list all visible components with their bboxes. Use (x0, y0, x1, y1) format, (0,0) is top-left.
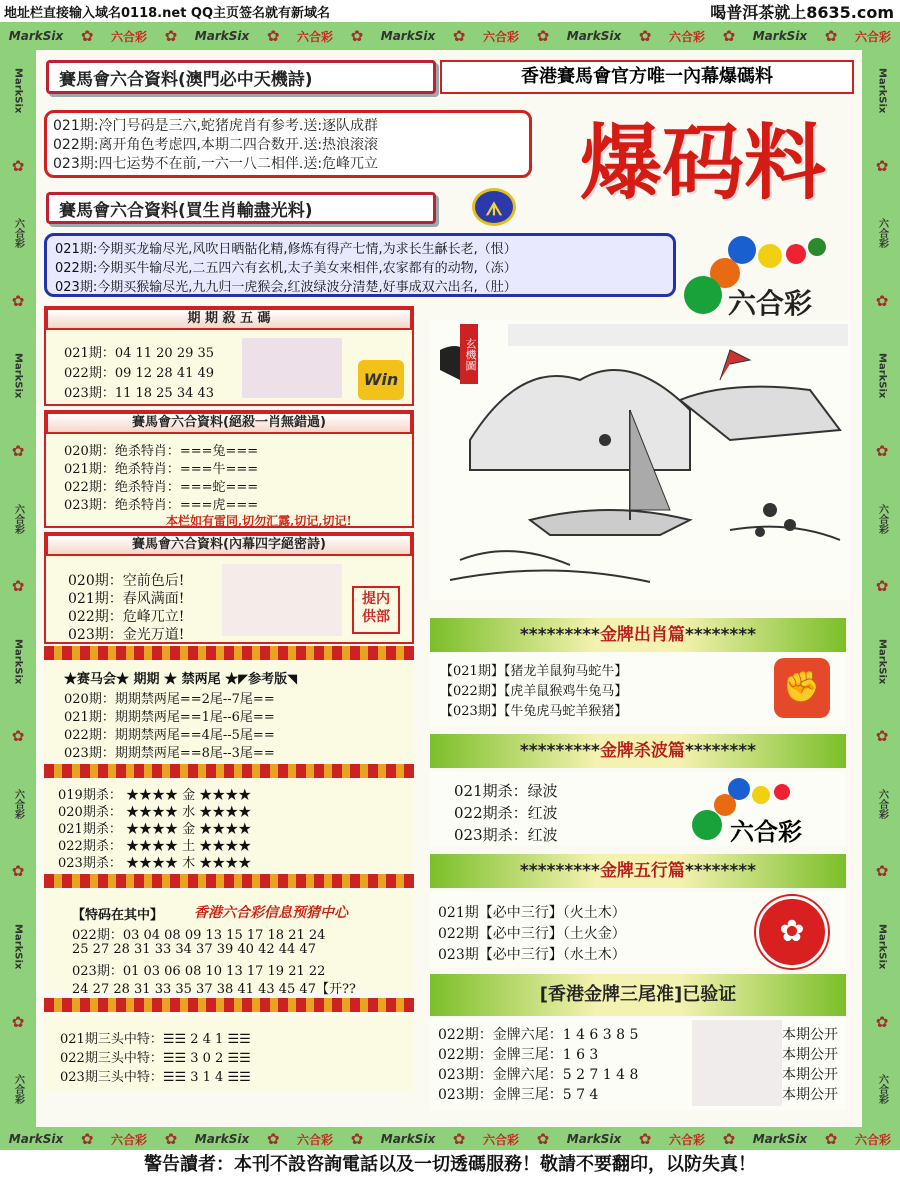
list-item: 【021期】【猪龙羊鼠狗马蛇牛】 (440, 664, 628, 679)
title-macau-poem: 賽馬會六合資料(澳門必中天機詩) (46, 60, 436, 94)
marksix-logo: MarkSix (752, 29, 808, 43)
four-words-panel (44, 532, 414, 644)
flower-icon: ✿ (638, 27, 652, 45)
marksix-logo: MarkSix (8, 1132, 64, 1146)
side-strip-left (3, 46, 33, 1126)
status-text: 本期公开 (782, 1067, 838, 1083)
green-big-ball-icon (692, 810, 722, 840)
marksix-logo: MarkSix (380, 29, 436, 43)
flower-icon: ✿ (11, 442, 25, 460)
title-zodiac-loss: 賽馬會六合資料(買生肖輸盡光料) (46, 192, 436, 224)
list-item: 023期:四七运势不在前,一六一八二相伴.送:危峰兀立 (53, 156, 379, 172)
lhc-logo: 六合彩 (12, 1074, 24, 1105)
warning-text: 本栏如有雷同,切勿汇露,切记,切记! (166, 514, 352, 528)
list-item: 020期：期期禁两尾==2尾--7尾== (64, 692, 275, 707)
marksix-logo: MarkSix (876, 923, 888, 970)
official-slogan: 香港賽馬會官方唯一內幕爆碼料 (440, 60, 854, 94)
yellow-ball-icon (752, 786, 770, 804)
flower-icon: ✿ (875, 862, 889, 881)
red-ball-icon (786, 244, 806, 264)
flower-icon: ✿ (722, 1130, 736, 1148)
list-item: 023期【必中三行】（水土木） (438, 947, 626, 963)
zodiac-list (44, 233, 676, 297)
flower-icon: ✿ (350, 27, 364, 45)
gold-wave-panel (430, 772, 846, 846)
list-item: 023期：金光万道! (68, 627, 185, 643)
list-item: 023期：金牌六尾：5 2 7 1 4 8 (438, 1067, 639, 1083)
flower-icon: ✿ (824, 27, 838, 45)
flower-icon: ✿ (875, 727, 889, 746)
flower-icon: ✿ (452, 27, 466, 45)
list-item: 021期杀：绿波 (454, 782, 558, 800)
list-item: 022期杀： ★★★★ 土 ★★★★ (58, 839, 252, 854)
list-item: 022期:离开角色考虑四,本期二四合数开.送:热浪滚滚 (53, 137, 379, 153)
list-item: 023期：11 18 25 34 43 (64, 386, 215, 401)
big-title: 爆码料 (579, 115, 826, 211)
lhc-logo: 六合彩 (668, 1132, 705, 1147)
list-item: 022期：金牌六尾：1 4 6 3 8 5 (438, 1027, 639, 1043)
poem-list (44, 110, 532, 178)
list-item: 022期：绝杀特肖：===蛇=== (64, 480, 259, 495)
list-item: 25 27 28 31 33 34 37 39 40 42 44 47 (72, 942, 316, 957)
flower-icon: ✿ (164, 1130, 178, 1148)
list-item: 022期:今期买牛输尽光,二五四六有玄机,太子美女来相伴,农家都有的动物,（冻） (55, 261, 517, 276)
marksix-logo: MarkSix (194, 29, 250, 43)
flower-icon: ✿ (875, 156, 889, 175)
marksix-logo: MarkSix (876, 353, 888, 399)
internal-stamp: 提内供部 (352, 586, 400, 634)
marksix-logo: MarkSix (876, 638, 888, 684)
status-text: 本期公开 (782, 1047, 838, 1063)
top-notice-bar (0, 0, 900, 22)
section-header: 賽馬會六合資料(絕殺一肖無錯過) (46, 412, 412, 434)
gold-elements-panel (430, 892, 846, 968)
section-header: *********金牌出肖篇******** (430, 618, 846, 652)
gold-tails-head: [香港金牌三尾准]已验证 (430, 974, 846, 1016)
marksix-logo: MarkSix (194, 1132, 250, 1146)
list-item: 021期：春风满面! (68, 591, 185, 607)
status-text: 本期公开 (782, 1027, 838, 1043)
list-item: 021期:今期买龙输尽光,风吹日晒骷化精,修炼有得产七情,为求长生龢长老,（恨） (55, 242, 517, 257)
list-item: 021期杀： ★★★★ 金 ★★★★ (58, 822, 252, 837)
gold-wave-head (430, 734, 846, 768)
flower-icon: ✿ (875, 291, 889, 310)
flower-icon: ✿ (452, 1130, 466, 1148)
bauhinia-emblem-icon: ✿ (756, 896, 828, 968)
section-header: ★赛马会★ 期期 ★ 禁两尾 ★◤参考版◥ (64, 672, 298, 687)
status-text: 本期公开 (782, 1087, 838, 1103)
lhc-logo: 六合彩 (12, 503, 24, 534)
section-header: *********金牌杀波篇******** (430, 734, 846, 768)
domain-notice: 地址栏直接输入域名0118.net QQ主页签名就有新域名 (4, 6, 331, 21)
decor-band (44, 998, 414, 1012)
marksix-logo: MarkSix (876, 67, 888, 114)
list-item: 023期:今期买猴输尽光,九九归一虎猴会,红波绿波分清楚,好事成双六出名,（肚） (55, 280, 517, 295)
gold-elements-head (430, 854, 846, 888)
flower-icon: ✿ (638, 1130, 652, 1148)
kill-zodiac-panel (44, 410, 414, 528)
list-item: 021期：绝杀特肖：===牛=== (64, 462, 259, 477)
lhc-logo: 六合彩 (876, 218, 888, 249)
marksix-logo: MarkSix (566, 29, 622, 43)
marksix-logo: MarkSix (380, 1132, 436, 1146)
warning-footer: 警告讀者：本刊不設咨詢電話以及一切透碼服務！敬請不要翻印，以防失真！ (0, 1150, 900, 1187)
list-item: 020期：空前色后! (68, 573, 185, 589)
list-item: 022期杀：红波 (454, 804, 558, 822)
section-header: 賽馬會六合資料(內幕四字絕密詩) (46, 534, 412, 556)
marksix-logo: MarkSix (12, 638, 24, 684)
marksix-logo: MarkSix (8, 29, 64, 43)
tails-panel (44, 662, 414, 762)
flower-icon: ✿ (266, 1130, 280, 1148)
flower-icon: ✿ (11, 291, 25, 310)
decor-band (44, 874, 414, 888)
list-item: 24 27 28 31 33 35 37 38 41 43 45 47【开?? (72, 982, 356, 997)
prediction-center: 香港六合彩信息预猜中心 (194, 905, 348, 921)
list-item: 021期：期期禁两尾==1尾--6尾== (64, 710, 275, 725)
list-item: 022期：金牌三尾：1 6 3 (438, 1047, 599, 1063)
section-header: *********金牌五行篇******** (430, 854, 846, 888)
tea-ad: 喝普洱茶就上8635.com (710, 3, 894, 22)
flower-icon: ✿ (824, 1130, 838, 1148)
green-big-ball-icon (684, 276, 722, 314)
list-item: 021期：04 11 20 29 35 (64, 346, 215, 361)
gold-zodiac-head (430, 618, 846, 652)
list-item: 023期杀： ★★★★ 木 ★★★★ (58, 856, 252, 871)
list-item: 021期三头中特：☰☰ 2 4 1 ☰☰ (60, 1032, 251, 1047)
flower-icon: ✿ (875, 442, 889, 460)
list-item: 019期杀： ★★★★ 金 ★★★★ (58, 788, 252, 803)
marksix-logo: MarkSix (12, 67, 24, 114)
flower-icon: ✿ (11, 156, 25, 175)
list-item: 022期：危峰兀立! (68, 609, 185, 625)
special-label: 【特码在其中】 (72, 908, 164, 923)
decor-band (44, 646, 414, 660)
list-item: 022期：09 12 28 41 49 (64, 366, 215, 381)
list-item: 023期：金牌三尾：5 7 4 (438, 1087, 599, 1103)
flower-icon: ✿ (164, 27, 178, 45)
list-item: 022期：期期禁两尾==4尾--5尾== (64, 728, 275, 743)
list-item: 021期:冷门号码是三六,蛇猪虎肖有参考.送:逐队成群 (53, 118, 379, 134)
three-heads-panel (44, 1016, 414, 1092)
list-item: 022期：03 04 08 09 13 15 17 18 21 24 (72, 928, 326, 943)
flower-icon: ✿ (80, 27, 94, 45)
lhc-brand-text: 六合彩 (730, 817, 802, 846)
list-item: 【023期】【牛兔虎马蛇羊猴猪】 (440, 704, 628, 719)
lhc-logo: 六合彩 (854, 1132, 891, 1147)
fist-icon: ✊ (774, 658, 830, 718)
lhc-logo: 六合彩 (876, 1074, 888, 1105)
list-item: 021期【必中三行】（火土木） (438, 905, 626, 921)
lhc-logo: 六合彩 (876, 788, 888, 819)
blur-patch (242, 338, 342, 398)
brand-strip-bottom (0, 1127, 900, 1151)
marksix-logo: MarkSix (12, 923, 24, 970)
brand-strip-top (0, 24, 900, 48)
decor-band (44, 764, 414, 778)
lhc-logo: 六合彩 (296, 29, 333, 44)
flower-icon: ✿ (266, 27, 280, 45)
list-item: 020期杀： ★★★★ 水 ★★★★ (58, 805, 252, 820)
lhc-logo: 六合彩 (482, 29, 519, 44)
landscape-drawing (430, 320, 850, 600)
flower-icon: ✿ (536, 27, 550, 45)
stars-panel (44, 780, 414, 872)
blur-patch (222, 564, 342, 636)
flower-icon: ✿ (350, 1130, 364, 1148)
flower-icon: ✿ (11, 862, 25, 881)
lhc-logo: 六合彩 (12, 788, 24, 819)
gold-tails-panel (430, 1018, 846, 1110)
list-item: 020期：绝杀特肖：===兔=== (64, 444, 259, 459)
lhc-logo: 六合彩 (111, 1132, 148, 1147)
flower-icon: ✿ (11, 1012, 25, 1031)
hkjc-logo-icon: ᗑ (472, 188, 516, 226)
list-item: 023期杀：红波 (454, 826, 558, 844)
flower-icon: ✿ (11, 727, 25, 746)
gold-zodiac-panel (430, 652, 846, 726)
lhc-logo: 六合彩 (111, 29, 148, 44)
flower-icon: ✿ (875, 577, 889, 595)
list-item: 023期：01 03 06 08 10 13 17 19 21 22 (72, 964, 326, 979)
flower-icon: ✿ (875, 1012, 889, 1031)
kill-five-panel (44, 306, 414, 406)
lhc-logo: 六合彩 (854, 29, 891, 44)
flower-icon: ✿ (722, 27, 736, 45)
lhc-logo: 六合彩 (12, 218, 24, 249)
lhc-logo: 六合彩 (482, 1132, 519, 1147)
red-ball-icon (774, 784, 790, 800)
flower-icon: ✿ (536, 1130, 550, 1148)
tag-icon: 玄機圖 (460, 324, 478, 384)
lhc-brand-text: 六合彩 (728, 287, 813, 320)
lhc-logo: 六合彩 (668, 29, 705, 44)
flower-icon: ✿ (11, 577, 25, 595)
list-item: 022期三头中特：☰☰ 3 0 2 ☰☰ (60, 1051, 251, 1066)
lhc-logo: 六合彩 (296, 1132, 333, 1147)
blur-patch (692, 1020, 782, 1106)
win-badge: Win (358, 360, 404, 400)
side-strip-right (867, 46, 897, 1126)
flower-icon: ✿ (80, 1130, 94, 1148)
yellow-ball-icon (758, 244, 782, 268)
section-header: 期 期 殺 五 碼 (46, 308, 412, 330)
list-item: 【022期】【虎羊鼠猴鸡牛兔马】 (440, 684, 628, 699)
boat-illustration (430, 320, 850, 600)
marksix-logo: MarkSix (12, 353, 24, 399)
lhc-logo: 六合彩 (876, 503, 888, 534)
list-item: 023期：期期禁两尾==8尾--3尾== (64, 746, 275, 761)
marksix-logo: MarkSix (752, 1132, 808, 1146)
green-ball-icon (808, 238, 826, 256)
list-item: 023期：绝杀特肖：===虎=== (64, 498, 259, 513)
marksix-logo: MarkSix (566, 1132, 622, 1146)
list-item: 023期三头中特：☰☰ 3 1 4 ☰☰ (60, 1070, 251, 1085)
special-panel (44, 890, 414, 997)
list-item: 022期【必中三行】（土火金） (438, 926, 626, 942)
